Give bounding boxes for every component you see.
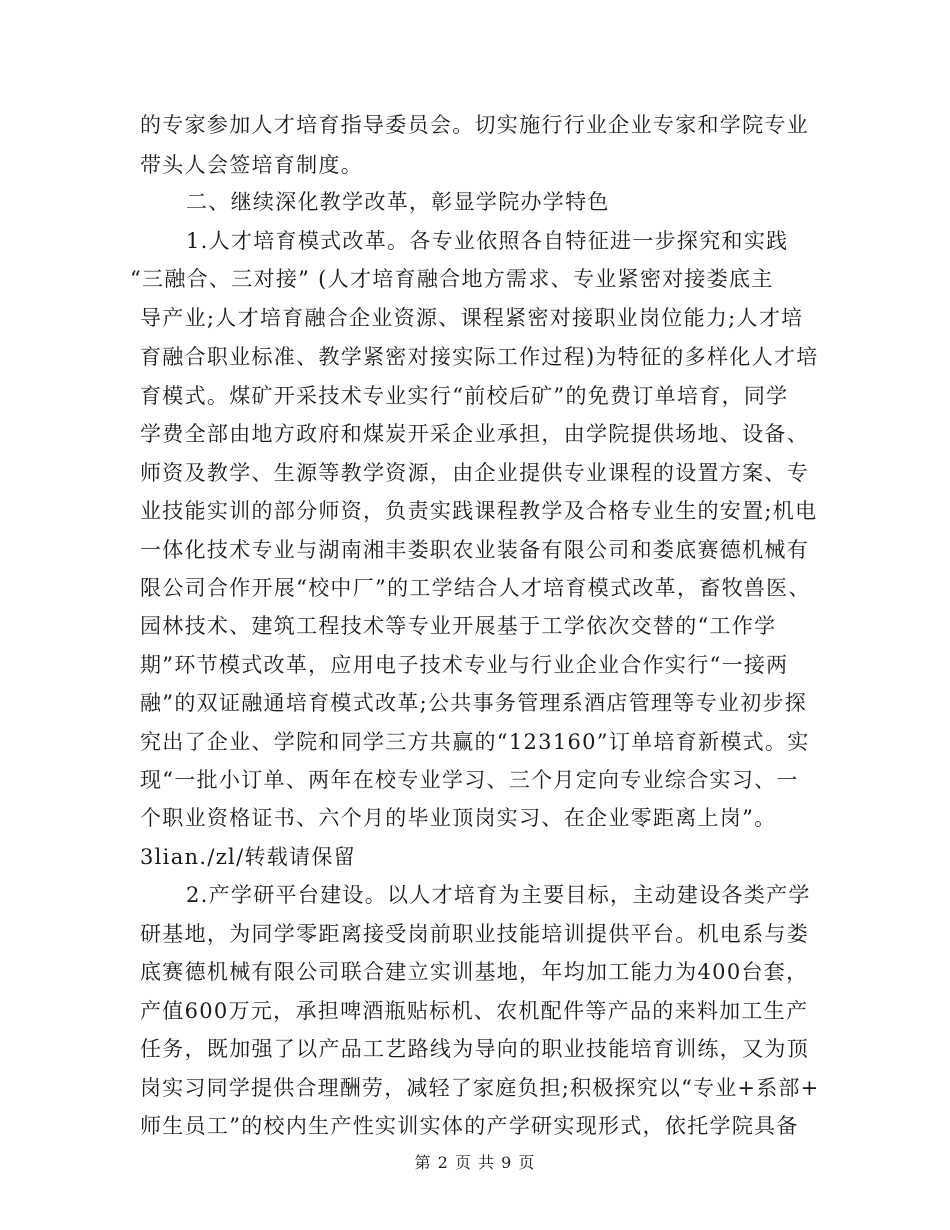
text-line: 岗实习同学提供合理酬劳，减轻了家庭负担;积极探究以“专业+系部+ [140,1076,820,1100]
text-line: “三融合、三对接” (人才培育融合地方需求、专业紧密对接娄底主 [130,267,774,291]
text-line: 1.人才培育模式改革。各专业依照各自特征进一步探究和实践 [186,229,789,253]
text-line: 融”的双证融通培育模式改革;公共事务管理系酒店管理等专业初步探 [140,691,808,715]
text-line: 师资及教学、生源等教学资源，由企业提供专业课程的设置方案、专 [140,461,809,485]
page-number: 第 2 页 共 9 页 [414,1153,536,1172]
text-line: 一体化技术专业与湖南湘丰娄职农业装备有限公司和娄底赛德机械有 [140,538,809,562]
text-line: 的专家参加人才培育指导委员会。切实施行行业企业专家和学院专业 [140,113,809,137]
text-line: 产值600万元，承担啤酒瓶贴标机、农机配件等产品的来料加工生产 [140,999,809,1023]
section-heading: 二、继续深化教学改革，彰显学院办学特色 [186,190,610,214]
text-line: 任务，既加强了以产品工艺路线为导向的职业技能培育训练，又为顶 [140,1037,809,1061]
text-line: 师生员工”的校内生产性实训实体的产学研实现形式，依托学院具备 [140,1114,799,1138]
text-line: 现“一批小订单、两年在校专业学习、三个月定向专业综合实习、一 [140,768,799,792]
text-line: 带头人会签培育制度。 [140,153,363,177]
text-line: 学费全部由地方政府和煤炭开采企业承担，由学院提供场地、设备、 [140,422,809,446]
text-line: 园林技术、建筑工程技术等专业开展基于工学依次交替的“工作学 [140,614,777,638]
text-line: 究出了企业、学院和同学三方共赢的“123160”订单培育新模式。实 [140,730,810,754]
text-line: 育融合职业标准、教学紧密对接实际工作过程)为特征的多样化人才培 [140,345,819,369]
text-line: 2.产学研平台建设。以人才培育为主要目标，主动建设各类产学 [186,883,811,907]
text-line: 3lian./zl/转载请保留 [140,845,356,869]
text-line: 导产业;人才培育融合企业资源、课程紧密对接职业岗位能力;人才培 [140,306,804,330]
text-line: 个职业资格证书、六个月的毕业顶岗实习、在企业零距离上岗”。 [140,806,777,830]
text-line: 限公司合作开展“校中厂”的工学结合人才培育模式改革，畜牧兽医、 [140,576,811,600]
text-line: 底赛德机械有限公司联合建立实训基地，年均加工能力为400台套， [140,960,809,984]
text-line: 期”环节模式改革，应用电子技术专业与行业企业合作实行“一接两 [140,653,789,677]
text-line: 育模式。煤矿开采技术专业实行“前校后矿”的免费订单培育，同学 [140,384,789,408]
text-line: 业技能实训的部分师资，负责实践课程教学及合格专业生的安置;机电 [140,499,818,523]
text-line: 研基地，为同学零距离接受岗前职业技能培训提供平台。机电系与娄 [140,922,809,946]
